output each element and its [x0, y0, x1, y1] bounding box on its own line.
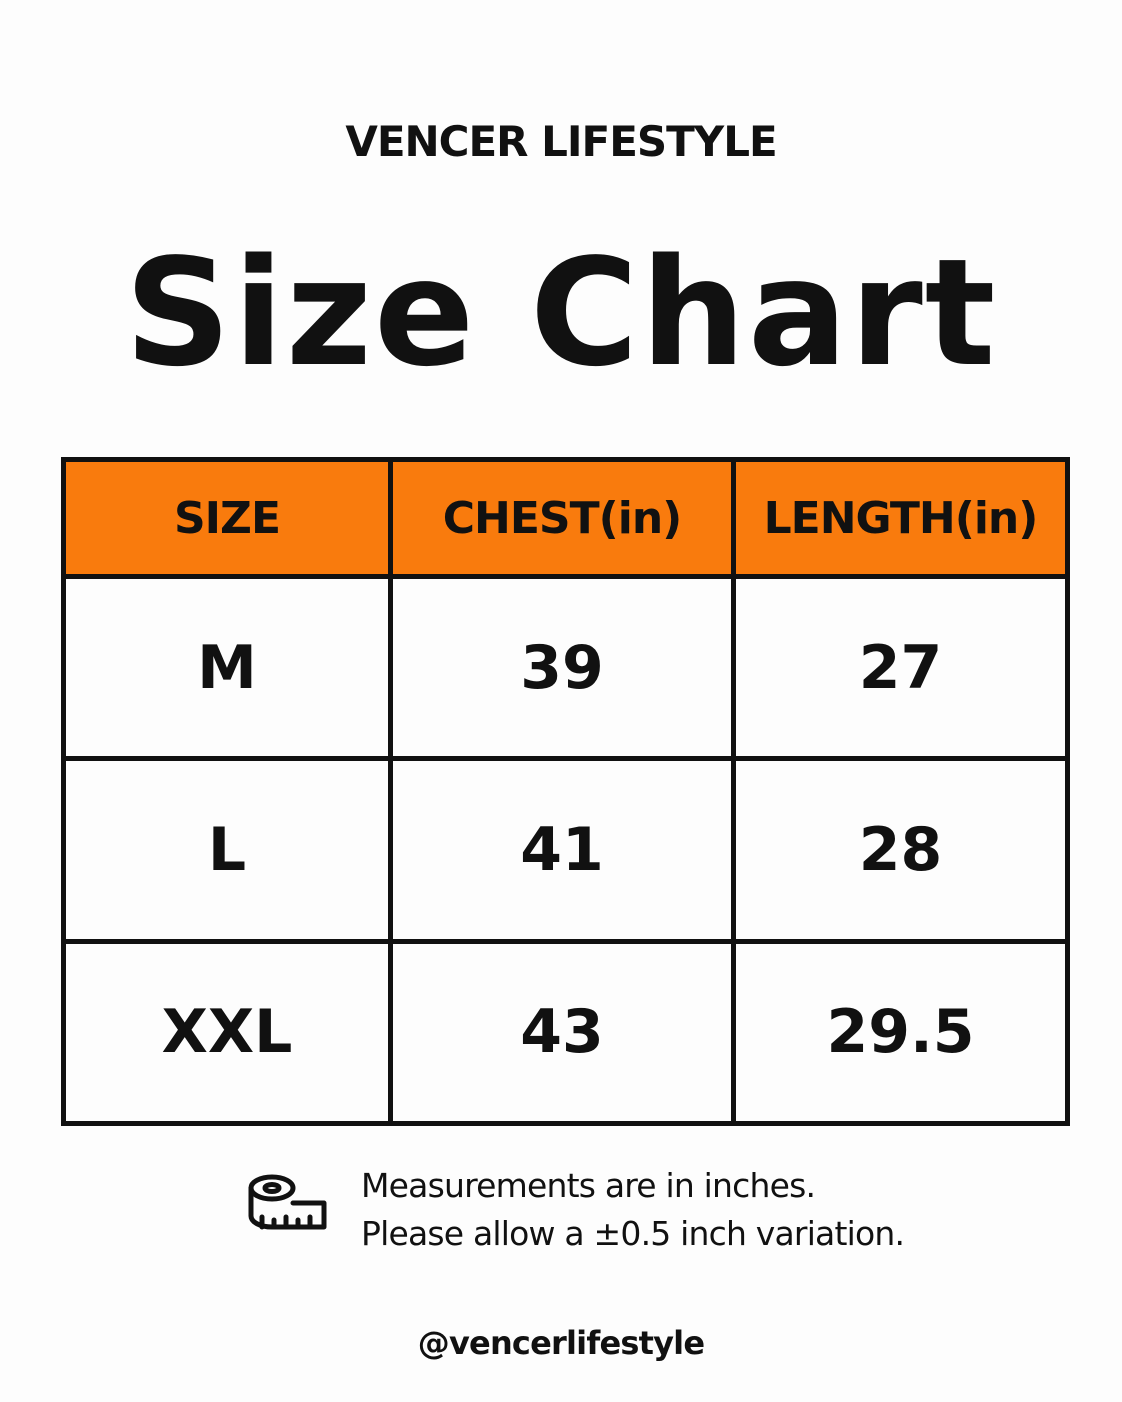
- row-size-cell: XXL: [64, 941, 391, 1123]
- row-size-cell: L: [64, 759, 391, 941]
- row-chest-cell: 43: [391, 941, 734, 1123]
- header-length: LENGTH(in): [734, 460, 1068, 577]
- brand-name: VENCER LIFESTYLE: [345, 117, 777, 166]
- row-chest-cell: 39: [391, 577, 734, 759]
- row-length-cell: 27: [734, 577, 1068, 759]
- table-header-row: [64, 460, 1068, 577]
- row-length-cell: 28: [734, 759, 1068, 941]
- measuring-tape-icon: [246, 1170, 330, 1234]
- size-chart-table: [61, 457, 1070, 1126]
- social-handle: @vencerlifestyle: [417, 1324, 705, 1362]
- header-chest: CHEST(in): [391, 460, 734, 577]
- note-line-units: Measurements are in inches.: [361, 1166, 816, 1205]
- table-row: [64, 577, 1068, 759]
- measurement-note: [246, 1158, 1006, 1268]
- page-title: Size Chart: [124, 227, 998, 399]
- note-line-variation: Please allow a ±0.5 inch variation.: [361, 1214, 905, 1253]
- row-length-cell: 29.5: [734, 941, 1068, 1123]
- table-row: [64, 759, 1068, 941]
- header-size: SIZE: [64, 460, 391, 577]
- table-row: [64, 941, 1068, 1123]
- row-size-cell: M: [64, 577, 391, 759]
- row-chest-cell: 41: [391, 759, 734, 941]
